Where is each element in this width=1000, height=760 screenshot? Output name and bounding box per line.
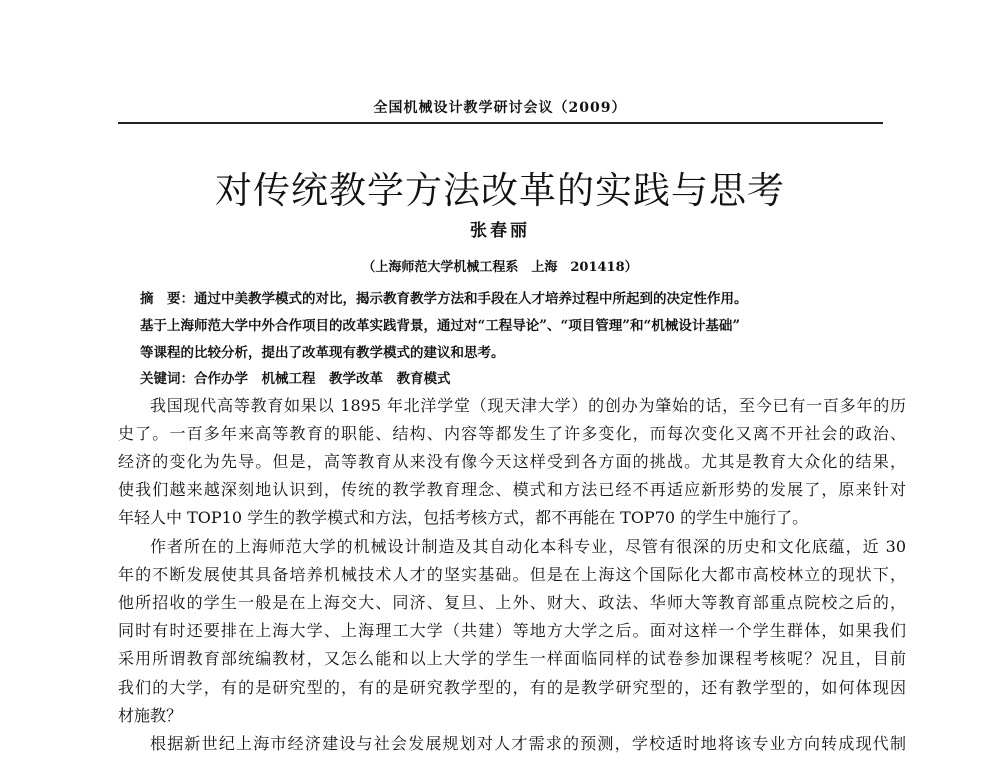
body-line: 他所招收的学生一般是在上海交大、同济、复旦、上外、财大、政法、华师大等教育部重点院校之后的， — [118, 593, 906, 612]
body-line: 史了。一百多年来高等教育的职能、结构、内容等都发生了许多变化，而每次变化又离不开社会的政治、 — [118, 424, 906, 443]
body-line: 我们的大学，有的是研究型的，有的是研究教学型的，有的是教学研究型的，还有教学型的，如何体现因 — [118, 678, 906, 697]
body-line: 使我们越来越深刻地认识到，传统的教学教育理念、模式和方法已经不再适应新形势的发展了，原来针对 — [118, 480, 906, 499]
body-line: 同时有时还要排在上海大学、上海理工大学（共建）等地方大学之后。面对这样一个学生群体，如果我们 — [118, 621, 906, 640]
keywords: 关键词：合作办学 机械工程 教学改革 教育模式 — [140, 371, 451, 387]
abstract-line: 基于上海师范大学中外合作项目的改革实践背景，通过对“工程导论”、“项目管理”和“机械设计基础” — [140, 318, 741, 334]
running-head: 全国机械设计教学研讨会议（2009） — [373, 100, 627, 116]
body-line: 经济的变化为先导。但是，高等教育从来没有像今天这样受到各方面的挑战。尤其是教育大众化的结果， — [118, 452, 906, 471]
header-rule — [118, 122, 883, 124]
body-line: 采用所谓教育部统编教材，又怎么能和以上大学的学生一样面临同样的试卷参加课程考核呢？况且，目前 — [118, 649, 906, 668]
abstract-line: 摘 要：通过中美教学模式的对比，揭示教育教学方法和手段在人才培养过程中所起到的决定性作用。 — [140, 291, 748, 307]
body-line: 根据新世纪上海市经济建设与社会发展规划对人才需求的预测，学校适时地将该专业方向转成现代制 — [150, 734, 906, 753]
body-line: 材施教？ — [118, 706, 183, 725]
body-line: 年轻人中 TOP10 学生的教学模式和方法，包括考核方式，都不再能在 TOP70 的学生中施行了。 — [118, 508, 809, 527]
body-line: 年的不断发展使其具备培养机械技术人才的坚实基础。但是在上海这个国际化大都市高校林立的现状下， — [118, 565, 906, 584]
paper-title: 对传统教学方法改革的实践与思考 — [215, 169, 785, 212]
affiliation: （上海师范大学机械工程系 上海 201418） — [362, 260, 638, 275]
abstract-line: 等课程的比较分析，提出了改革现有教学模式的建议和思考。 — [140, 345, 505, 361]
body-line: 作者所在的上海师范大学的机械设计制造及其自动化本科专业，尽管有很深的历史和文化底蕴，近 30 — [150, 537, 906, 556]
body-line: 我国现代高等教育如果以 1895 年北洋学堂（现天津大学）的创办为肇始的话，至今已有一百多年的历 — [150, 396, 906, 415]
author: 张春丽 — [470, 221, 530, 241]
